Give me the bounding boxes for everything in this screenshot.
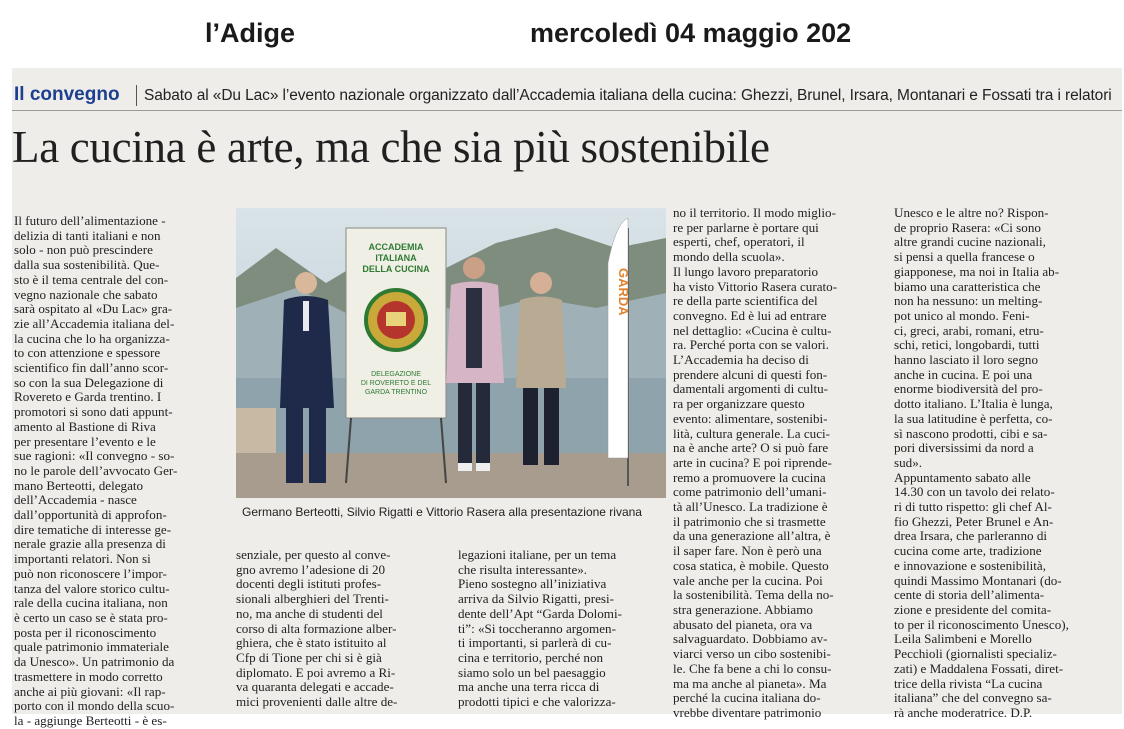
article-column-1: Il futuro dell’alimentazione - delizia di tanti italiani e non solo - non può prescindere dalla sua sostenibilità. Que- sto è il tema centrale del con- vegno nazionale che sabato sarà ospitato al «Du Lac» gra- zie all’Accademia italiana del- la cucina che lo ha organizza- to con attenzione e spessore scientifico fin dall’anno scor- so con la sua Delegazione di Rovereto e Garda trentino. I promotori si sono dati appunt- amento al Bastione di Riva per presentare l’evento e le sue ragioni: «Il convegno - so- no le parole dell’avvocato Ger- mano Berteotti, delegato dell’Accademia - nasce dall’opportunità di approfon- dire tematiche di interesse ge- nerale grazie alla presenza di importanti relatori. Non si può non riconoscere l’impor- tanza del valore storico cultu- rale della cucina italiana, non è certo un caso se è stata pro- posta per il riconoscimento quale patrimonio immateriale da Unesco». Un patrimonio da trasmettere in modo corretto anche ai più giovani: «Il rap- porto con il mondo della scuo- la - aggiunge Berteotti - è es- (14, 213, 178, 728)
article-column-3: legazioni italiane, per un tema che risulta interessante». Pieno sostegno all’iniziativa arriva da Silvio Rigatti, presi- dente dell’Apt “Garda Dolomi- ti”: «Si toccheranno argomen- ti importanti, si parlerà di cu- cina e territorio, perché non siamo solo un bel paesaggio ma anche una terra ricca di prodotti tipici e che valorizza- (458, 547, 622, 710)
article-column-2: senziale, per questo al conve- gno avremo l’adesione di 20 docenti degli istituti profes- sionali alberghieri del Trenti- no, ma anche di studenti del corso di alta formazione alber- ghiera, che è stato istituito al Cfp di Tione per chi si è già diplomato. E poi avremo a Ri- va quaranta delegati e accade- mici provenienti dalle altre de- (236, 547, 398, 710)
photo-caption: Germano Berteotti, Silvio Rigatti e Vittorio Rasera alla presentazione rivana (242, 505, 642, 519)
publication-date: mercoledì 04 maggio 202 (530, 18, 852, 48)
section-label: Il convegno (14, 84, 120, 105)
svg-text:DELEGAZIONE: DELEGAZIONE (371, 371, 421, 378)
page-header (0, 0, 1124, 66)
garda-flag (608, 218, 631, 486)
kicker-divider (136, 85, 137, 106)
svg-text:GARDA: GARDA (616, 268, 631, 316)
svg-text:DELLA CUCINA: DELLA CUCINA (362, 264, 430, 274)
newspaper-clipping (12, 68, 1122, 728)
newspaper-name: l’Adige (205, 18, 296, 48)
article-headline: La cucina è arte, ma che sia più sostenibile (12, 122, 770, 172)
article-photo (236, 208, 666, 498)
svg-text:DI ROVERETO E DEL: DI ROVERETO E DEL (360, 380, 432, 387)
kicker-line (12, 82, 1122, 111)
photo-illustration (236, 208, 666, 498)
article-column-5: Unesco e le altre no? Rispon- de proprio Rasera: «Ci sono altre grandi cucine nazionali, si pensi a quella francese o giapponese, ma noi in Italia ab- biamo una caratteristica che non ha nessuno: un melting- pot unico al mondo. Feni- ci, greci, arabi, romani, etru- schi, retici, longobardi, tutti hanno lasciato il loro segno anche in cucina. E poi una enorme biodiversità del pro- dotto italiano. L’Italia è lunga, la sua latitudine è perfetta, co- sì nascono prodotti, cibi e sa- pori diversissimi da nord a sud». Appuntamento sabato alle 14.30 con un tavolo dei relato- ri di tutto rispetto: gli chef Al- fio Ghezzi, Peter Brunel e An- drea Irsara, che parleranno di cucina come arte, tradizione e innovazione e sostenibilità, quindi Massimo Montanari (do- cente di storia dell’alimenta- zione e presidente del comita- to per il riconoscimento Unesco), Leila Salimbeni e Morello Pecchioli (giornalisti specializ- zati) e Maddalena Fossati, diret- trice della rivista “La cucina italiana” che del convegno sa- rà anche moderatrice. D.P. (894, 205, 1069, 720)
svg-text:ITALIANA: ITALIANA (375, 253, 417, 263)
kicker-text: Sabato al «Du Lac» l’evento nazionale organizzato dall’Accademia italiana della cucina: Ghezzi, Brunel, Irsara, Montanari e Fossati tra i relatori (144, 87, 1112, 104)
svg-text:GARDA TRENTINO: GARDA TRENTINO (364, 389, 428, 396)
svg-text:ACCADEMIA: ACCADEMIA (368, 242, 424, 252)
article-column-4: no il territorio. Il modo miglio- re per parlarne è portare qui esperti, chef, operatori, il mondo della scuola». Il lungo lavoro preparatorio ha visto Vittorio Rasera curato- re della parte scientifica del convegno. Ed è lui ad entrare nel dettaglio: «Cucina è cultu- ra. Perché porta con se valori. L’Accademia ha deciso di prendere alcuni di questi fon- damentali argomenti di cultu- ra per organizzare questo evento: alimentare, sostenibi- lità, cultura generale. La cuci- na è anche arte? O si può fare arte in cucina? E poi riprende- remo a promuovere la cucina come patrimonio dell’umani- tà all’Unesco. La tradizione è il patrimonio che si trasmette da una generazione all’altra, è il saper fare. Non è però una cosa statica, è mobile. Questo vale anche per la cucina. Poi la sostenibilità. Tema della no- stra generazione. Abbiamo abusato del pianeta, ora va salvaguardato. Dobbiamo av- viarci verso un cibo sostenibi- le. Che fa bene a chi lo consu- ma ma anche al pianeta». Ma perché la cucina italiana do- vrebbe diventare patrimonio (673, 205, 838, 720)
